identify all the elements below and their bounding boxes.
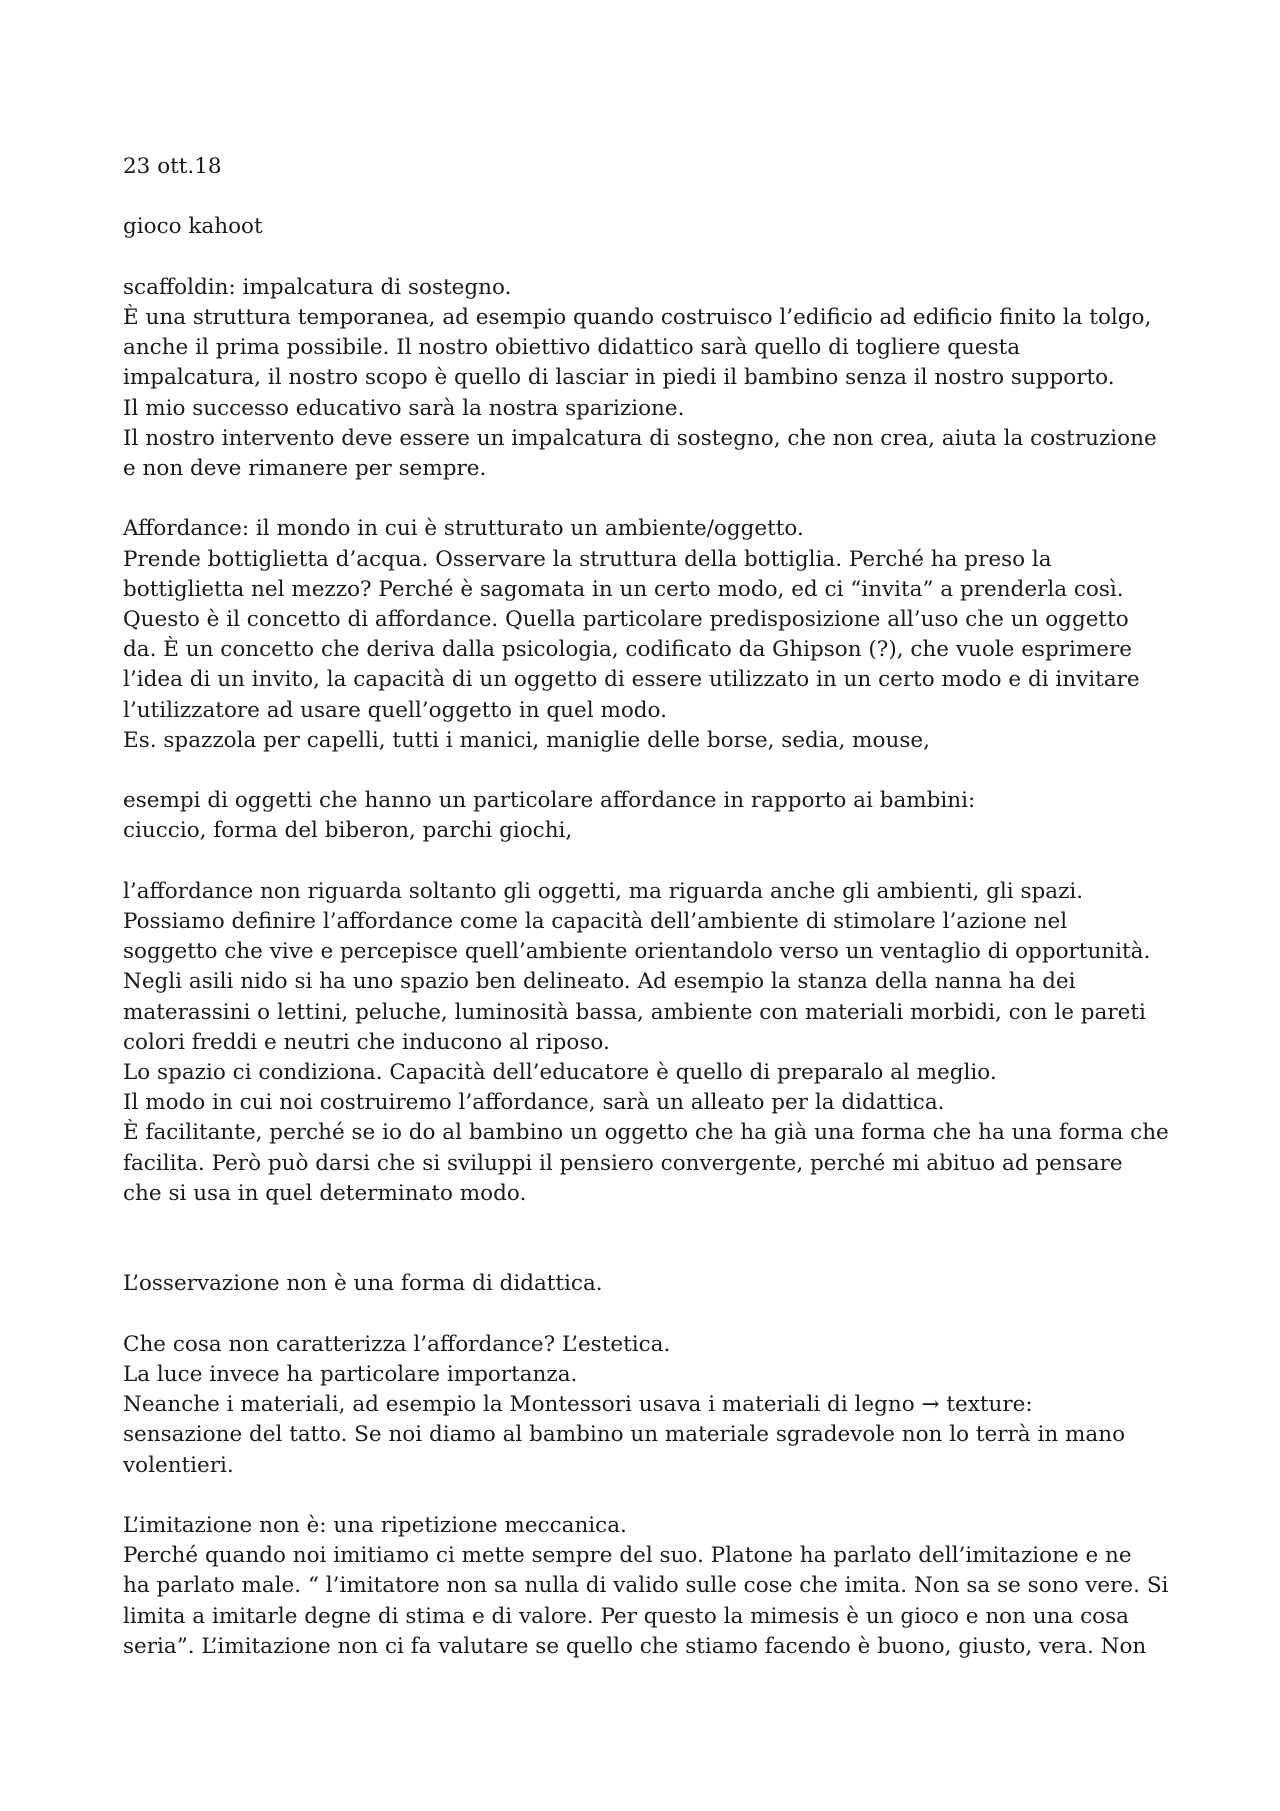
paragraph-gap bbox=[123, 182, 1183, 212]
text-line: scaffoldin: impalcatura di sostegno. bbox=[123, 274, 512, 300]
paragraph bbox=[123, 273, 1183, 484]
paragraph bbox=[123, 1330, 1183, 1481]
paragraph-gap bbox=[123, 756, 1183, 786]
text-line: Lo spazio ci condiziona. Capacità dell’educatore è quello di preparalo al meglio. bbox=[123, 1060, 997, 1086]
text-line: Il nostro intervento deve essere un impalcatura di sostegno, che non crea, aiuta la costruzione bbox=[123, 425, 1157, 451]
text-line: ha parlato male. “ l’imitatore non sa nulla di valido sulle cose che imita. Non sa se sono vere. Si bbox=[123, 1573, 1169, 1599]
text-line: È una struttura temporanea, ad esempio quando costruisco l’edificio ad edificio finito la tolgo, bbox=[123, 304, 1152, 330]
text-line: che si usa in quel determinato modo. bbox=[123, 1180, 527, 1206]
text-line: l’utilizzatore ad usare quell’oggetto in quel modo. bbox=[123, 697, 667, 723]
paragraph-gap bbox=[123, 1209, 1183, 1269]
text-line: L’imitazione non è: una ripetizione meccanica. bbox=[123, 1513, 627, 1539]
paragraph-gap bbox=[123, 1481, 1183, 1511]
text-line: Prende bottiglietta d’acqua. Osservare la struttura della bottiglia. Perché ha preso la bbox=[123, 546, 1052, 572]
text-line: da. È un concetto che deriva dalla psicologia, codificato da Ghipson (?), che vuole esprimere bbox=[123, 637, 1132, 663]
text-line: Questo è il concetto di affordance. Quella particolare predisposizione all’uso che un oggetto bbox=[123, 607, 1129, 632]
text-line: seria”. L’imitazione non ci fa valutare se quello che stiamo facendo è buono, giusto, vera. Non bbox=[123, 1633, 1147, 1659]
paragraph-gap bbox=[123, 847, 1183, 877]
text-line: l’idea di un invito, la capacità di un oggetto di essere utilizzato in un certo modo e di invitare bbox=[123, 667, 1140, 693]
paragraph bbox=[123, 1511, 1183, 1662]
text-line: Il modo in cui noi costruiremo l’affordance, sarà un alleato per la didattica. bbox=[123, 1090, 945, 1116]
date-text: 23 ott.18 bbox=[123, 154, 222, 179]
text-line: colori freddi e neutri che inducono al riposo. bbox=[123, 1029, 610, 1055]
text-line: Neanche i materiali, ad esempio la Montessori usava i materiali di legno → texture: bbox=[123, 1392, 1033, 1418]
text-line: volentieri. bbox=[123, 1452, 234, 1478]
text-line: bottiglietta nel mezzo? Perché è sagomata in un certo modo, ed ci “invita” a prenderla così. bbox=[123, 576, 1124, 602]
text-line: l’affordance non riguarda soltanto gli oggetti, ma riguarda anche gli ambienti, gli spazi. bbox=[123, 878, 1084, 904]
text-line: L’osservazione non è una forma di didattica. bbox=[123, 1271, 603, 1297]
paragraph bbox=[123, 1269, 1183, 1299]
text-line: Negli asili nido si ha uno spazio ben delineato. Ad esempio la stanza della nanna ha dei bbox=[123, 969, 1076, 995]
text-line: gioco kahoot bbox=[123, 214, 263, 240]
paragraph-gap bbox=[123, 1300, 1183, 1330]
text-line: È facilitante, perché se io do al bambino un oggetto che ha già una forma che ha una forma che bbox=[123, 1120, 1169, 1146]
text-line: La luce invece ha particolare importanza. bbox=[123, 1362, 578, 1388]
text-line: Possiamo definire l’affordance come la capacità dell’ambiente di stimolare l’azione nel bbox=[123, 909, 1068, 934]
date-line bbox=[123, 152, 1183, 182]
text-line: soggetto che vive e percepisce quell’ambiente orientandolo verso un ventaglio di opportunità. bbox=[123, 939, 1151, 965]
text-line: materassini o lettini, peluche, luminosità bassa, ambiente con materiali morbidi, con le pareti bbox=[123, 999, 1146, 1025]
paragraph bbox=[123, 786, 1183, 846]
paragraph-gap bbox=[123, 484, 1183, 514]
document-body bbox=[123, 152, 1183, 1662]
paragraph-gap bbox=[123, 243, 1183, 273]
text-line: Il mio successo educativo sarà la nostra sparizione. bbox=[123, 395, 685, 421]
text-line: Che cosa non caratterizza l’affordance? L’estetica. bbox=[123, 1331, 671, 1357]
text-line: anche il prima possibile. Il nostro obiettivo didattico sarà quello di togliere questa bbox=[123, 335, 1021, 361]
text-line: Perché quando noi imitiamo ci mette sempre del suo. Platone ha parlato dell’imitazione e ne bbox=[123, 1543, 1132, 1569]
paragraph bbox=[123, 212, 1183, 242]
paragraph bbox=[123, 877, 1183, 1209]
text-line: ciuccio, forma del biberon, parchi giochi, bbox=[123, 818, 573, 844]
text-line: Affordance: il mondo in cui è strutturato un ambiente/oggetto. bbox=[123, 516, 804, 542]
text-line: sensazione del tatto. Se noi diamo al bambino un materiale sgradevole non lo terrà in mano bbox=[123, 1422, 1126, 1448]
text-line: esempi di oggetti che hanno un particolare affordance in rapporto ai bambini: bbox=[123, 788, 976, 814]
text-line: facilita. Però può darsi che si sviluppi il pensiero convergente, perché mi abituo ad pensare bbox=[123, 1150, 1123, 1176]
paragraph bbox=[123, 514, 1183, 756]
text-line: impalcatura, il nostro scopo è quello di lasciar in piedi il bambino senza il nostro supporto. bbox=[123, 365, 1115, 391]
text-line: e non deve rimanere per sempre. bbox=[123, 456, 487, 481]
text-line: limita a imitarle degne di stima e di valore. Per questo la mimesis è un gioco e non una cosa bbox=[123, 1603, 1129, 1629]
text-line: Es. spazzola per capelli, tutti i manici, maniglie delle borse, sedia, mouse, bbox=[123, 727, 930, 753]
